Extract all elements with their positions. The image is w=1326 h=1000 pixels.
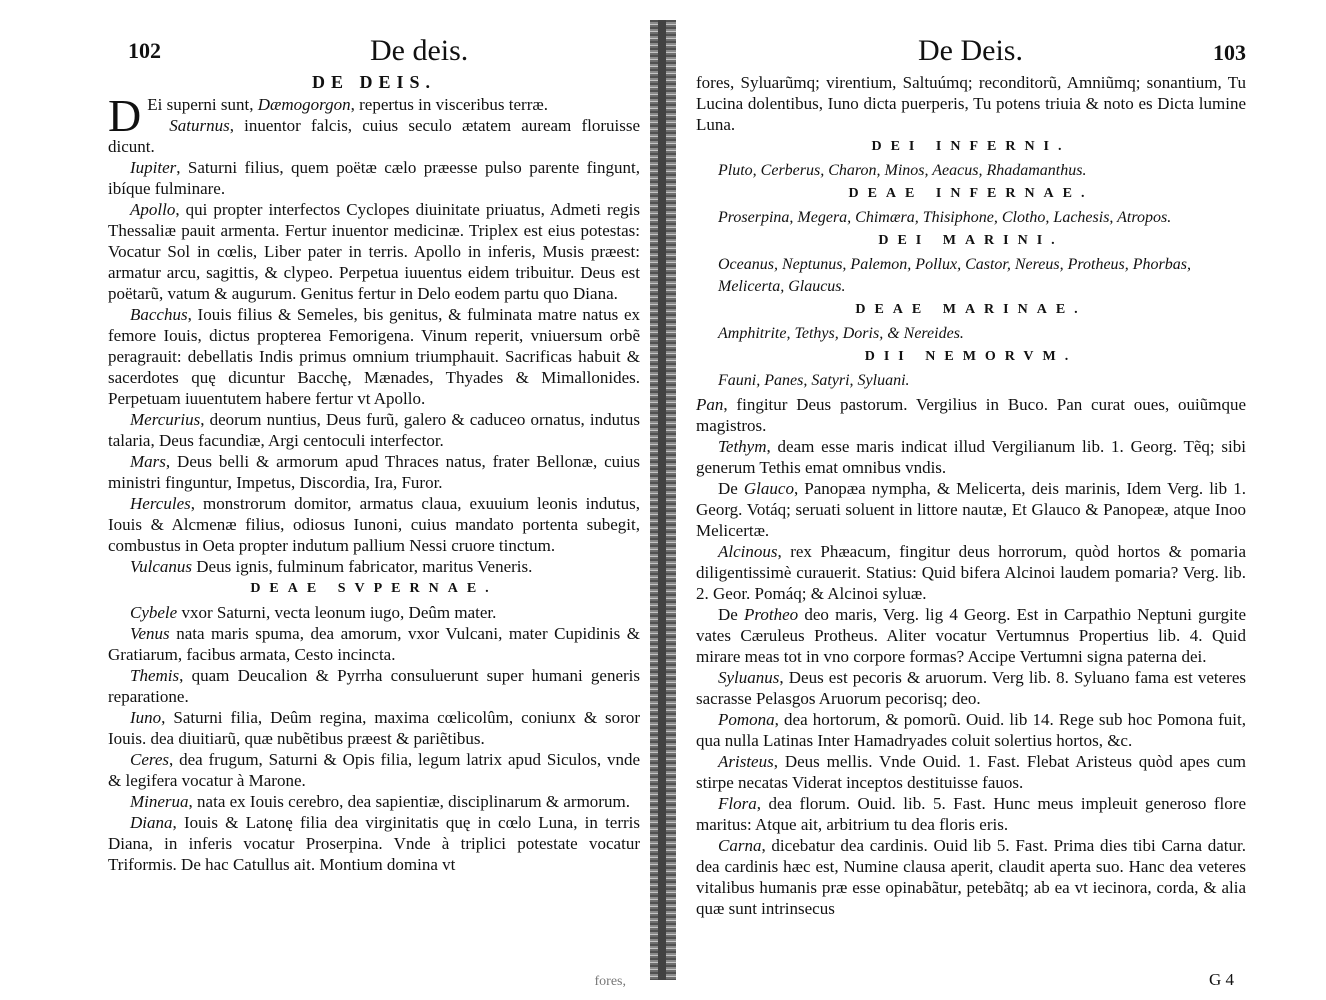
paragraph-saturnus: Saturnus, inuentor falcis, cuius seculo ætatem auream floruisse dicunt.	[108, 116, 640, 156]
paragraph-protheo: De Protheo deo maris, Verg. lig 4 Georg. Est in Carpathio Neptuni gurgite vates Cæruleus Protheus. Aliter vocatur Vertumnus Propertius lib. 4. Quid mirare meas tot in vno corpore formas? Accipe Vertumni signa paterna dei.	[696, 605, 1246, 666]
paragraph-apollo: Apollo, qui propter interfectos Cyclopes diuinitate priuatus, Admeti regis Thessaliæ pauit armenta. Fertur inuentor medicinæ. Triplex est eius potestas: Vocatur Sol in cœlis, Liber pater in terris. Apollo in inferis, Musis præest: armatur arcu, sagittis, & clypeo. Perpetua iuuentus eidem tribuitur. Deus est poëtarũ, vatum & augurum. Genitus fertur in Delo eodem partu quo Diana.	[108, 200, 640, 303]
right-page-header	[696, 30, 1246, 72]
left-page-number: 102	[128, 38, 161, 63]
paragraph-themis: Themis, quam Deucalion & Pyrrha consuluerunt super humani generis reparatione.	[108, 666, 640, 706]
paragraph-venus: Venus nata maris spuma, dea amorum, vxor Vulcani, mater Cupidinis & Gratiarum, facibus armata, Cesto incincta.	[108, 624, 640, 664]
section-deae-supernae: DEAE SVPERNAE.	[250, 581, 498, 596]
paragraph-demogorgon: D Ei superni sunt, Dæmogorgon, repertus in visceribus terræ.	[108, 90, 548, 141]
paragraph-flora: Flora, dea florum. Ouid. lib. 5. Fast. Hunc meus impleuit generoso flore maritus: Atque ait, arbitrium tu dea floris eris.	[696, 794, 1246, 834]
section-deae-marinae: DEAE MARINAE.	[855, 302, 1087, 317]
paragraph-cybele: Cybele vxor Saturni, vecta leonum iugo, Deûm mater.	[130, 603, 497, 622]
paragraph-mercurius: Mercurius, deorum nuntius, Deus furũ, galero & caduceo ornatus, indutus talaria, Deus facundiæ, Argi centoculi interfector.	[108, 410, 640, 450]
book-gutter	[650, 20, 676, 980]
list-deae-marinae: Amphitrite, Tethys, Doris, & Nereides.	[718, 325, 964, 342]
paragraph-pan: Pan, fingitur Deus pastorum. Vergilius in Buco. Pan curat oues, ouiũmque magistros.	[696, 395, 1246, 435]
paragraph-alcinous: Alcinous, rex Phæacum, fingitur deus horrorum, quòd hortos & pomaria diligentissimè curauerit. Statius: Quid bifera Alcinoi laudem pomaria? Verg. lib. 2. Geor. Pomáq; & Alcinoi syluæ.	[696, 542, 1246, 603]
list-deae-infernae: Proserpina, Megera, Chimæra, Thisiphone, Clotho, Lachesis, Atropos.	[718, 209, 1172, 226]
left-page-header	[108, 30, 640, 72]
paragraph-intro-continued: fores, Syluarũmq; virentium, Saltuúmq; reconditorũ, Amniũmq; sonantium, Tu Lucina dolentibus, Iuno dicta puerperis, Tu potens triuia & noto es Dicta lumine Luna.	[696, 73, 1246, 134]
paragraph-hercules: Hercules, monstrorum domitor, armatus claua, exuuium leonis indutus, Iouis & Alcmenæ filius, odiosus Iunoni, cuius mandato portenta subegit, combustus in Oeta propter indutum pallium Nessi cruore tinctum.	[108, 494, 640, 555]
list-dii-nemorum: Fauni, Panes, Satyri, Syluani.	[718, 372, 910, 389]
right-running-head: De Deis.	[918, 34, 1023, 67]
paragraph-syluanus: Syluanus, Deus est pecoris & aruorum. Verg lib. 8. Syluano fama est veteres sacrasse Pelasgos Aruorum pecorisq; deo.	[696, 668, 1246, 708]
paragraph-diana: Diana, Iouis & Latonę filia dea virginitatis quę in cœlo Luna, in terris Diana, in inferis vocatur Proserpina. Vnde à triplici potestate vocatur Triformis. De hac Catullus ait. Montium domina vt	[108, 813, 640, 874]
left-section-title: DE DEIS.	[311, 72, 437, 92]
paragraph-bacchus: Bacchus, Iouis filius & Semeles, bis genitus, & fulminata matre natus ex femore Iouis, dictus propterea Femorigena. Vinum reperit, vniuersum orbẽ peragrauit: debellatis Indis primus omnium triumphauit. Sacrificas habuit & sacerdotes quę dicuntur Bacchę, Mænades, Thyades & Mimallonides. Perpetuam iuuentutem habere fertur vt Apollo.	[108, 305, 640, 408]
section-dii-nemorum: DII NEMORVM.	[864, 349, 1078, 364]
paragraph-pomona: Pomona, dea hortorum, & pomorũ. Ouid. lib 14. Rege sub hoc Pomona fuit, qua nulla Latinas Inter Hamadryades coluit solertius hortos, &c.	[696, 710, 1246, 750]
paragraph-iuno: Iuno, Saturni filia, Deûm regina, maxima cœlicolûm, coniunx & soror Iouis. dea diuitiarũ, quæ nubẽtibus præest & pariẽtibus.	[108, 708, 640, 748]
paragraph-ceres: Ceres, dea frugum, Saturni & Opis filia, legum latrix apud Siculos, vnde & legifera vocatur à Marone.	[108, 750, 640, 790]
right-page	[676, 0, 1326, 1000]
paragraph-tethym: Tethym, deam esse maris indicat illud Vergilianum lib. 1. Georg. Tẽq; sibi generum Tethis emat omnibus vndis.	[696, 437, 1246, 477]
paragraph-glauco: De Glauco, Panopæa nympha, & Melicerta, deis marinis, Idem Verg. lib 1. Georg. Votáq; seruati soluent in littore nautæ, Et Glauco & Panopeæ, atque Inoo Melicertæ.	[696, 479, 1246, 540]
list-dei-inferni: Pluto, Cerberus, Charon, Minos, Aeacus, Rhadamanthus.	[718, 162, 1087, 179]
list-dei-marini: Oceanus, Neptunus, Palemon, Pollux, Castor, Nereus, Protheus, Phorbas, Melicerta, Glaucus.	[718, 256, 1192, 295]
drop-cap: D	[108, 90, 142, 141]
paragraph-carna: Carna, dicebatur dea cardinis. Ouid lib 5. Fast. Prima dies tibi Carna datur. dea cardinis hæc est, Numine clausa aperit, claudit aperta suo. Hanc dea veteres vitalibus humanis præ esse opinabãtur, petebãtq; ab ea vt iecinora, corda, & alia quæ sunt intrinsecus	[696, 836, 1246, 918]
paragraph-iupiter: Iupiter, Saturni filius, quem poëtæ cælo præesse pulso parente fingunt, ibíque fulminare.	[108, 158, 640, 198]
left-running-head: De deis.	[370, 34, 469, 67]
paragraph-vulcanus: Vulcanus Deus ignis, fulminum fabricator, maritus Veneris.	[130, 557, 533, 576]
paragraph-minerua: Minerua, nata ex Iouis cerebro, dea sapientiæ, disciplinarum & armorum.	[130, 792, 630, 811]
catchword: fores,	[594, 974, 626, 989]
section-dei-inferni: DEI INFERNI.	[871, 139, 1071, 154]
section-dei-marini: DEI MARINI.	[878, 233, 1064, 248]
paragraph-aristeus: Aristeus, Deus mellis. Vnde Ouid. 1. Fast. Flebat Aristeus quòd apes cum stirpe necatas Viderat inceptos destituisse fauos.	[696, 752, 1246, 792]
left-page	[0, 0, 650, 1000]
right-page-number: 103	[1213, 40, 1246, 65]
paragraph-mars: Mars, Deus belli & armorum apud Thraces natus, frater Bellonæ, cuius ministri finguntur, Impetus, Discordia, Ira, Furor.	[108, 452, 640, 492]
signature-mark: G 4	[1208, 970, 1234, 989]
section-deae-infernae: DEAE INFERNAE.	[848, 186, 1094, 201]
